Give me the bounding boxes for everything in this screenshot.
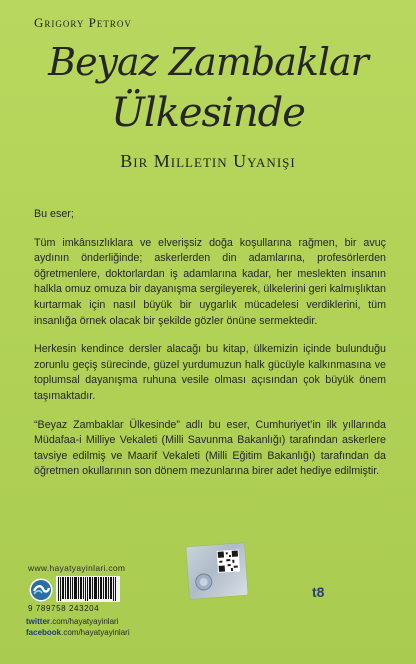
book-title-line-1: Beyaz Zambaklar [48,40,368,84]
twitter-label: twitter [26,617,50,626]
book-subtitle: Bir Milletin Uyanışı [120,151,296,171]
facebook-label: facebook [26,628,62,637]
publisher-website: www.hayatyayinlari.com [28,563,126,573]
isbn-number: 9 789758 243204 [28,604,100,613]
facebook-handle: .com/hayatyayinlari [61,628,130,637]
qr-code-icon [217,549,240,572]
hologram-sticker [186,543,247,599]
publisher-logo-icon [29,578,53,602]
price-label: t8 [312,584,325,600]
twitter-link [26,617,118,626]
blurb [34,207,386,493]
blurb-paragraph: Herkesin kendince dersler alacağı bu kitap, ülkemizin içinde bulunduğu zorunlu geçiş sürecinde, güzel yurdumuzun halk gücüyle kalkınmasına ve toplumsal dayanışma ruhuna vesile olması açısından çok büyük önem taşımaktadır. [34,343,386,402]
author-name: Grigory Petrov [34,15,132,30]
isbn-barcode-icon [56,576,120,602]
blurb-paragraph: Tüm imkânsızlıklara ve elverişsiz doğa koşullarına rağmen, bir avuç aydının önderliğinde; askerlerden din adamlarına, profesörlerden öğretmenlere, doktorlardan iş adamlarına kadar, her meslekten insanın halkla omuz omuza bir dayanışma sergileyerek, ülkelerini geri kalmışlıktan kurtarmak için nasıl büyük bir uygarlık mücadelesi verdiklerini, tüm insanlığa örnek olacak bir şekilde gözler önüne sermektedir. [34,236,386,327]
facebook-link [26,628,130,637]
security-seal-icon [194,572,213,591]
blurb-paragraph: Bu eser; [34,208,74,220]
blurb-paragraph: “Beyaz Zambaklar Ülkesinde” adlı bu eser, Cumhuriyet’in ilk yıllarında Müdafaa-i Milliye Vekaleti (Milli Savunma Bakanlığı) tarafından askerlere tavsiye edilmiş ve Maarif Vekaleti (Milli Eğitim Bakanlığı) tarafından da öğretmen okullarının son dönem mezunlarına birer adet hediye edilmiştir. [34,418,386,478]
twitter-handle: .com/hayatyayinlari [50,617,119,626]
book-title-line-2: Ülkesinde [111,90,305,136]
